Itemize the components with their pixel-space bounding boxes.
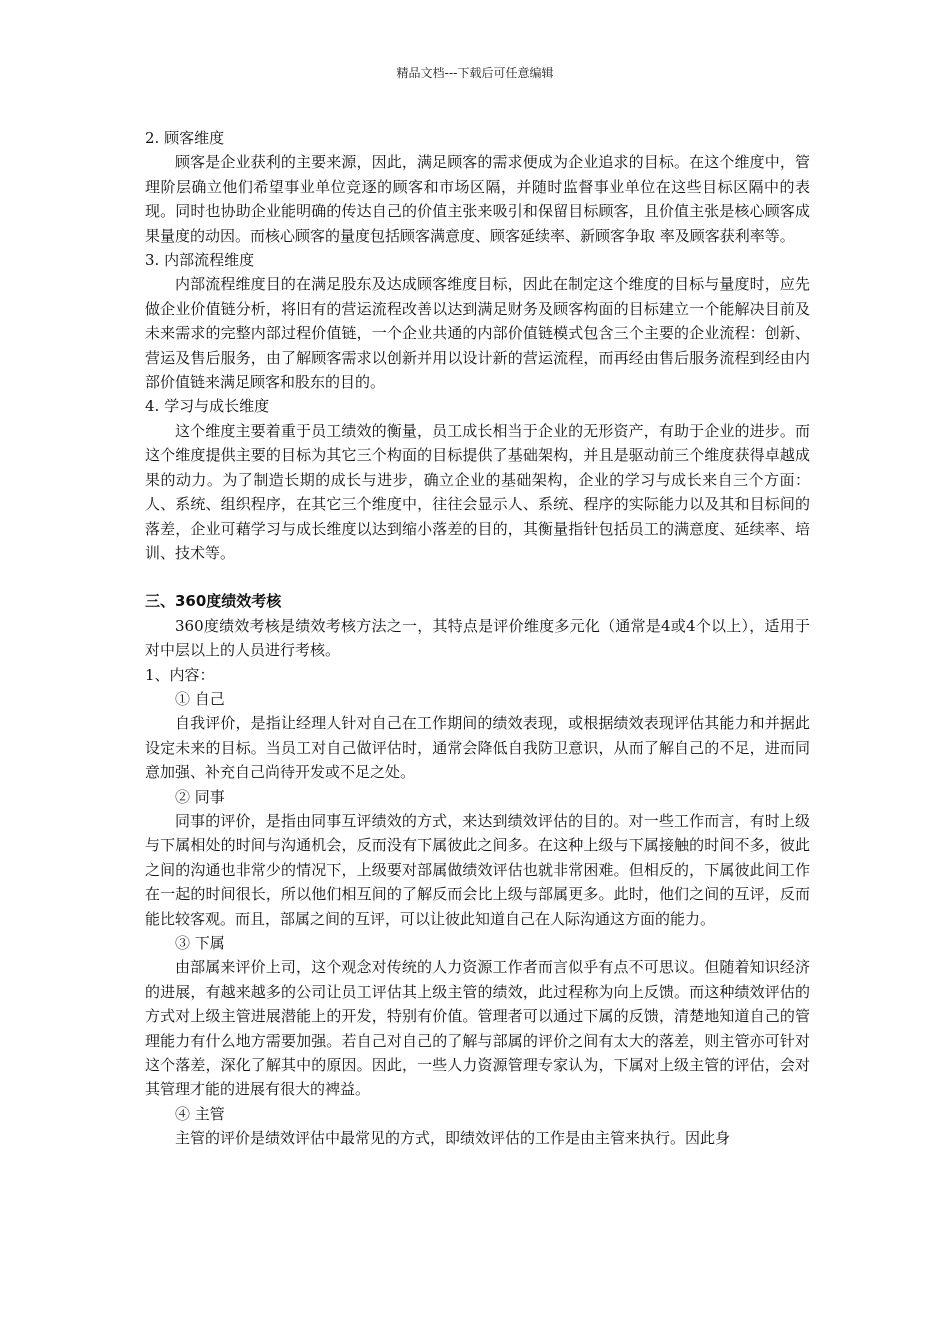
paragraph-colleague: 同事的评价，是指由同事互评绩效的方式，来达到绩效评估的目的。对一些工作而言，有时上级与下属相处的时间与沟通机会，反而没有下属彼此之间多。在这种上级与下属接触的时间不多，彼此之间的沟通也非常少的情况下，上级要对部属做绩效评估也就非常困难。但相反的，下属彼此间工作在一起的时间很长，所以他们相互间的了解反而会比上级与部属更多。此时，他们之间的互评，反而能比较客观。而且，部属之间的互评，可以让彼此知道自己在人际沟通这方面的能力。: [145, 811, 810, 928]
heading-content: 1、内容：: [145, 665, 215, 684]
item-subordinate: ③ 下属: [175, 934, 225, 952]
paragraph-learning-growth: 这个维度主要着重于员工绩效的衡量，员工成长相当于企业的无形资产，有助于企业的进步。而这个维度提供主要的目标为其它三个构面的目标提供了基础架构，并且是驱动前三个维度获得卓越成果的动力。为了制造长期的成长与进步，确立企业的基础架构，企业的学习与成长来自三个方面：人、系统、组织程序，在其它三个维度中，往往会显示人、系统、程序的实际能力以及其和目标间的落差，企业可藉学习与成长维度以达到缩小落差的目的，其衡量指针包括员工的满意度、延续率、培训、技术等。: [145, 421, 810, 562]
paragraph-customer-dimension: 顾客是企业获利的主要来源，因此，满足顾客的需求便成为企业追求的目标。在这个维度中，管理阶层确立他们希望事业单位竞逐的顾客和市场区隔，并随时监督事业单位在这些目标区隔中的表现。同时也协助企业能明确的传达自己的价值主张来吸引和保留目标顾客，且价值主张是核心顾客成果量度的动因。而核心顾客的量度包括顾客满意度、顾客延续率、新顾客争取 率及顾客获利率等。: [145, 153, 810, 245]
heading-customer-dimension: 2. 顾客维度: [145, 129, 225, 147]
heading-internal-process: 3. 内部流程维度: [145, 251, 255, 270]
item-supervisor: ④ 主管: [175, 1104, 225, 1123]
item-colleague: ② 同事: [175, 787, 225, 806]
heading-learning-growth: 4. 学习与成长维度: [145, 397, 270, 416]
section-title-360: 三、360度绩效考核: [145, 592, 282, 611]
paragraph-self: 自我评价，是指让经理人针对自己在工作期间的绩效表现，或根据绩效表现评估其能力和并据此设定未来的目标。当员工对自己做评估时，通常会降低自我防卫意识，从而了解自己的不足，进而同意加强、补充自己尚待开发或不足之处。: [145, 714, 810, 782]
paragraph-360-intro: 360度绩效考核是绩效考核方法之一，其特点是评价维度多元化（通常是4或4个以上），适用于对中层以上的人员进行考核。: [145, 616, 810, 660]
item-self: ① 自己: [175, 689, 225, 708]
paragraph-subordinate: 由部属来评价上司，这个观念对传统的人力资源工作者而言似乎有点不可思议。但随着知识经济的进展，有越来越多的公司让员工评估其上级主管的绩效，此过程称为向上反馈。而这种绩效评估的方式对上级主管进展潜能上的开发，特别有价值。管理者可以通过下属的反馈，清楚地知道自己的管理能力有什么地方需要加强。若自己对自己的了解与部属的评价之间有太大的落差，则主管亦可针对这个落差，深化了解其中的原因。因此，一些人力资源管理专家认为，下属对上级主管的评估，会对其管理才能的进展有很大的裨益。: [145, 958, 810, 1099]
document-body: [145, 126, 810, 1151]
page-header: 精品文档---下载后可任意编辑: [396, 66, 554, 80]
paragraph-supervisor: 主管的评价是绩效评估中最常见的方式，即绩效评估的工作是由主管来执行。因此身: [175, 1129, 731, 1148]
paragraph-internal-process: 内部流程维度目的在满足股东及达成顾客维度目标，因此在制定这个维度的目标与量度时，应先做企业价值链分析，将旧有的营运流程改善以达到满足财务及顾客构面的目标建立一个能解决目前及未来需求的完整内部过程价值链，一个企业共通的内部价值链模式包含三个主要的企业流程：创新、营运及售后服务，由了解顾客需求以创新并用以设计新的营运流程，而再经由售后服务流程到经由内部价值链来满足顾客和股东的目的。: [145, 275, 810, 392]
